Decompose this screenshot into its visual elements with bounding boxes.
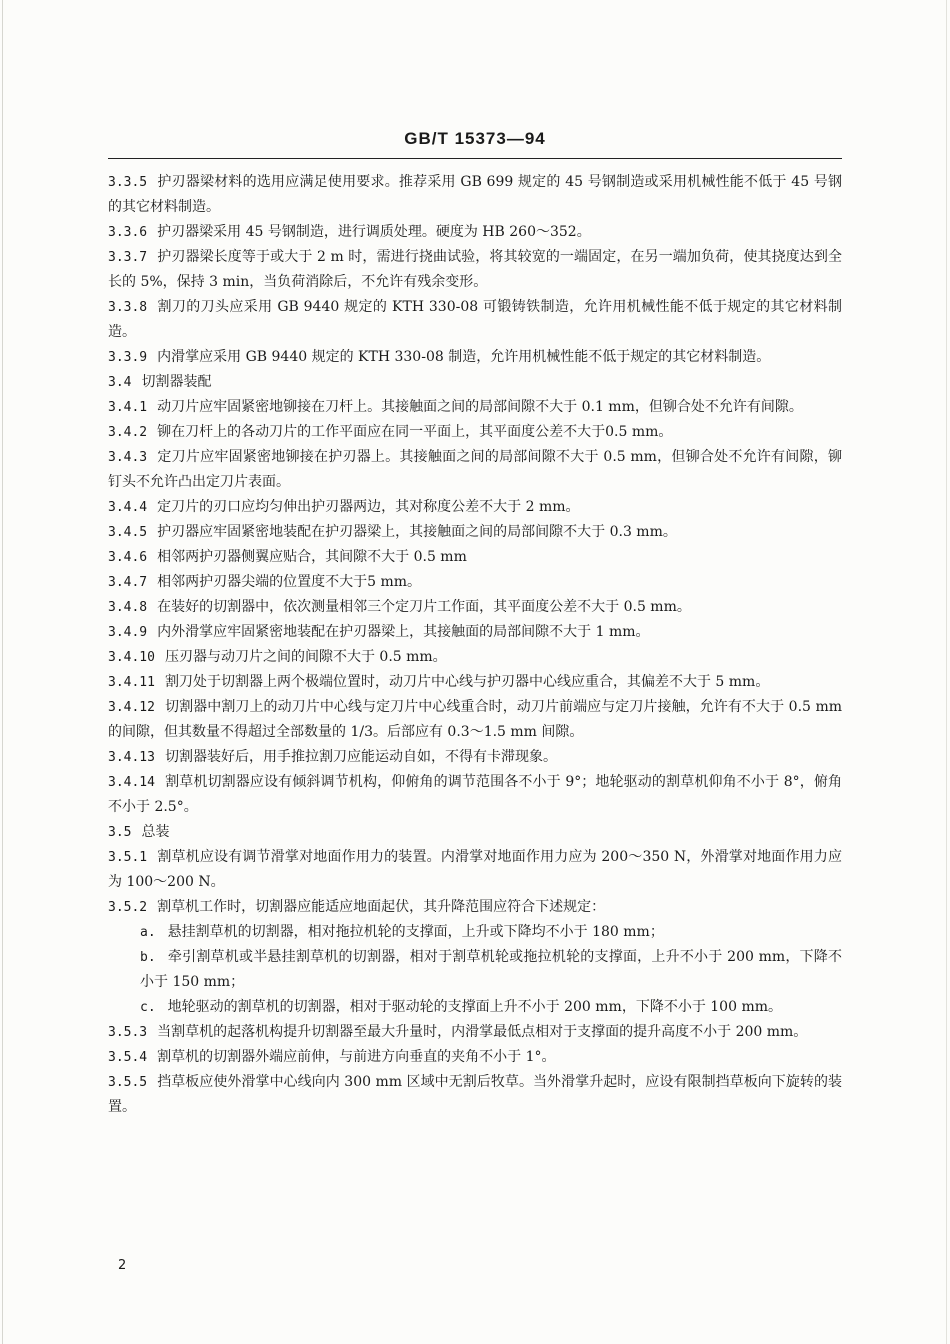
clause-3-5-3 (108, 1020, 842, 1045)
clause-3-3-6 (108, 220, 842, 245)
clause-3-5-5 (108, 1070, 842, 1120)
clause-number: 3.4.9 (108, 625, 148, 640)
clause-text: 护刃器梁材料的选用应满足使用要求。推荐采用 GB 699 规定的 45 号钢制造或采用机械性能不低于 45 号钢的其它材料制造。 (108, 174, 842, 215)
clause-3-4-11 (108, 670, 842, 695)
clause-3-3-8 (108, 295, 842, 345)
clause-text: 内滑掌应采用 GB 9440 规定的 KTH 330-08 制造，允许用机械性能不低于规定的其它材料制造。 (157, 349, 771, 365)
clause-text: 割草机应设有调节滑掌对地面作用力的装置。内滑掌对地面作用力应为 200～350 N，外滑掌对地面作用力应为 100～200 N。 (108, 849, 842, 890)
clause-3-4-12 (108, 695, 842, 745)
header-rule (108, 158, 842, 159)
clause-3-3-7 (108, 245, 842, 295)
clause-number: 3.4.5 (108, 525, 148, 540)
clause-text: 护刃器应牢固紧密地装配在护刃器梁上，其接触面之间的局部间隙不大于 0.3 mm。 (157, 524, 677, 540)
clause-3-4-1 (108, 395, 842, 420)
clause-number: 3.4.13 (108, 750, 155, 765)
clause-number: 3.5.2 (108, 900, 148, 915)
clause-number: 3.5.4 (108, 1050, 148, 1065)
clause-number: 3.3.5 (108, 175, 148, 190)
clause-number: 3.5.5 (108, 1075, 148, 1090)
standard-code-header: GB/T 15373—94 (404, 129, 546, 148)
clause-text: 压刃器与动刀片之间的间隙不大于 0.5 mm。 (164, 649, 447, 665)
clause-text: 割草机切割器应设有倾斜调节机构，仰俯角的调节范围各不小于 9°；地轮驱动的割草机仰角不小于 8°，俯角不小于 2.5°。 (108, 774, 842, 815)
clause-list (108, 170, 842, 1120)
section-number: 3.5 (108, 825, 132, 840)
clause-3-5-2-b (108, 945, 842, 995)
clause-3-5-2-c (108, 995, 842, 1020)
clause-3-4-13 (108, 745, 842, 770)
clause-text: 动刀片应牢固紧密地铆接在刀杆上。其接触面之间的局部间隙不大于 0.1 mm，但铆合处不允许有间隙。 (157, 399, 803, 415)
clause-text: 切割器中割刀上的动刀片中心线与定刀片中心线重合时，动刀片前端应与定刀片接触，允许有不大于 0.5 mm 的间隙，但其数量不得超过全部数量的 1/3。后部应有 0.3～1.5 mm 间隙。 (108, 699, 842, 740)
clause-text: 内外滑掌应牢固紧密地装配在护刃器梁上，其接触面的局部间隙不大于 1 mm。 (157, 624, 650, 640)
clause-text: 相邻两护刃器尖端的位置度不大于5 mm。 (157, 574, 422, 590)
clause-3-5-1 (108, 845, 842, 895)
clause-text: 定刀片的刃口应均匀伸出护刃器两边，其对称度公差不大于 2 mm。 (157, 499, 580, 515)
clause-text: 护刃器梁长度等于或大于 2 m 时，需进行挠曲试验，将其较宽的一端固定，在另一端加负荷，使其挠度达到全长的 5%，保持 3 min，当负荷消除后，不允许有残余变形。 (108, 249, 842, 290)
clause-number: 3.4.3 (108, 450, 148, 465)
clause-3-4-9 (108, 620, 842, 645)
clause-3-4-14 (108, 770, 842, 820)
clause-text: 割草机的切割器外端应前伸，与前进方向垂直的夹角不小于 1°。 (157, 1049, 556, 1065)
section-title: 总装 (141, 824, 170, 840)
clause-text: 护刃器梁采用 45 号钢制造，进行调质处理。硬度为 HB 260～352。 (157, 224, 591, 240)
clause-3-4-3 (108, 445, 842, 495)
clause-text: 挡草板应使外滑掌中心线向内 300 mm 区域中无割后牧草。当外滑掌升起时，应设有限制挡草板向下旋转的装置。 (108, 1074, 842, 1115)
clause-text: 定刀片应牢固紧密地铆接在护刃器上。其接触面之间的局部间隙不大于 0.5 mm，但铆合处不允许有间隙，铆钉头不允许凸出定刀片表面。 (108, 449, 842, 490)
clause-3-5-4 (108, 1045, 842, 1070)
section-3-4-heading (108, 370, 842, 395)
section-title: 切割器装配 (141, 374, 212, 390)
clause-text: 切割器装好后，用手推拉割刀应能运动自如，不得有卡滞现象。 (164, 749, 557, 765)
clause-number: 3.4.2 (108, 425, 148, 440)
clause-number: 3.4.11 (108, 675, 155, 690)
clause-number: 3.4.6 (108, 550, 148, 565)
clause-3-4-2 (108, 420, 842, 445)
scan-edge-left (2, 0, 3, 1344)
item-letter: a. (140, 925, 156, 940)
section-number: 3.4 (108, 375, 132, 390)
clause-3-4-10 (108, 645, 842, 670)
clause-number: 3.3.9 (108, 350, 148, 365)
clause-number: 3.5.3 (108, 1025, 148, 1040)
clause-number: 3.4.10 (108, 650, 155, 665)
clause-3-4-8 (108, 595, 842, 620)
clause-number: 3.4.12 (108, 700, 155, 715)
clause-text: 相邻两护刃器侧翼应贴合，其间隙不大于 0.5 mm (157, 549, 467, 565)
clause-text: 割刀处于切割器上两个极端位置时，动刀片中心线与护刃器中心线应重合，其偏差不大于 5 mm。 (164, 674, 770, 690)
scan-edge-right (946, 0, 947, 1344)
clause-3-4-5 (108, 520, 842, 545)
clause-number: 3.3.8 (108, 300, 148, 315)
item-text: 悬挂割草机的切割器，相对拖拉机轮的支撑面，上升或下降均不小于 180 mm； (167, 924, 664, 940)
clause-number: 3.4.1 (108, 400, 148, 415)
clause-text: 当割草机的起落机构提升切割器至最大升量时，内滑掌最低点相对于支撑面的提升高度不小于 200 mm。 (157, 1024, 808, 1040)
page-number: 2 (118, 1258, 127, 1273)
item-text: 地轮驱动的割草机的切割器，相对于驱动轮的支撑面上升不小于 200 mm，下降不小于 100 mm。 (167, 999, 782, 1015)
clause-number: 3.4.14 (108, 775, 155, 790)
clause-3-3-5 (108, 170, 842, 220)
clause-text: 割刀的刀头应采用 GB 9440 规定的 KTH 330-08 可锻铸铁制造，允许用机械性能不低于规定的其它材料制造。 (108, 299, 842, 340)
clause-3-4-6 (108, 545, 842, 570)
clause-3-4-7 (108, 570, 842, 595)
section-3-5-heading (108, 820, 842, 845)
clause-3-5-2 (108, 895, 842, 920)
clause-number: 3.4.8 (108, 600, 148, 615)
clause-text: 割草机工作时，切割器应能适应地面起伏，其升降范围应符合下述规定： (157, 899, 606, 915)
clause-number: 3.5.1 (108, 850, 148, 865)
clause-text: 铆在刀杆上的各动刀片的工作平面应在同一平面上，其平面度公差不大于0.5 mm。 (157, 424, 673, 440)
item-letter: c. (140, 1000, 156, 1015)
item-text: 牵引割草机或半悬挂割草机的切割器，相对于割草机轮或拖拉机轮的支撑面，上升不小于 200 mm，下降不小于 150 mm； (140, 949, 842, 990)
clause-3-4-4 (108, 495, 842, 520)
clause-number: 3.3.6 (108, 225, 148, 240)
clause-number: 3.3.7 (108, 250, 148, 265)
item-letter: b. (140, 950, 156, 965)
clause-number: 3.4.7 (108, 575, 148, 590)
clause-number: 3.4.4 (108, 500, 148, 515)
clause-3-5-2-a (108, 920, 842, 945)
clause-text: 在装好的切割器中，依次测量相邻三个定刀片工作面，其平面度公差不大于 0.5 mm。 (157, 599, 691, 615)
clause-3-3-9 (108, 345, 842, 370)
